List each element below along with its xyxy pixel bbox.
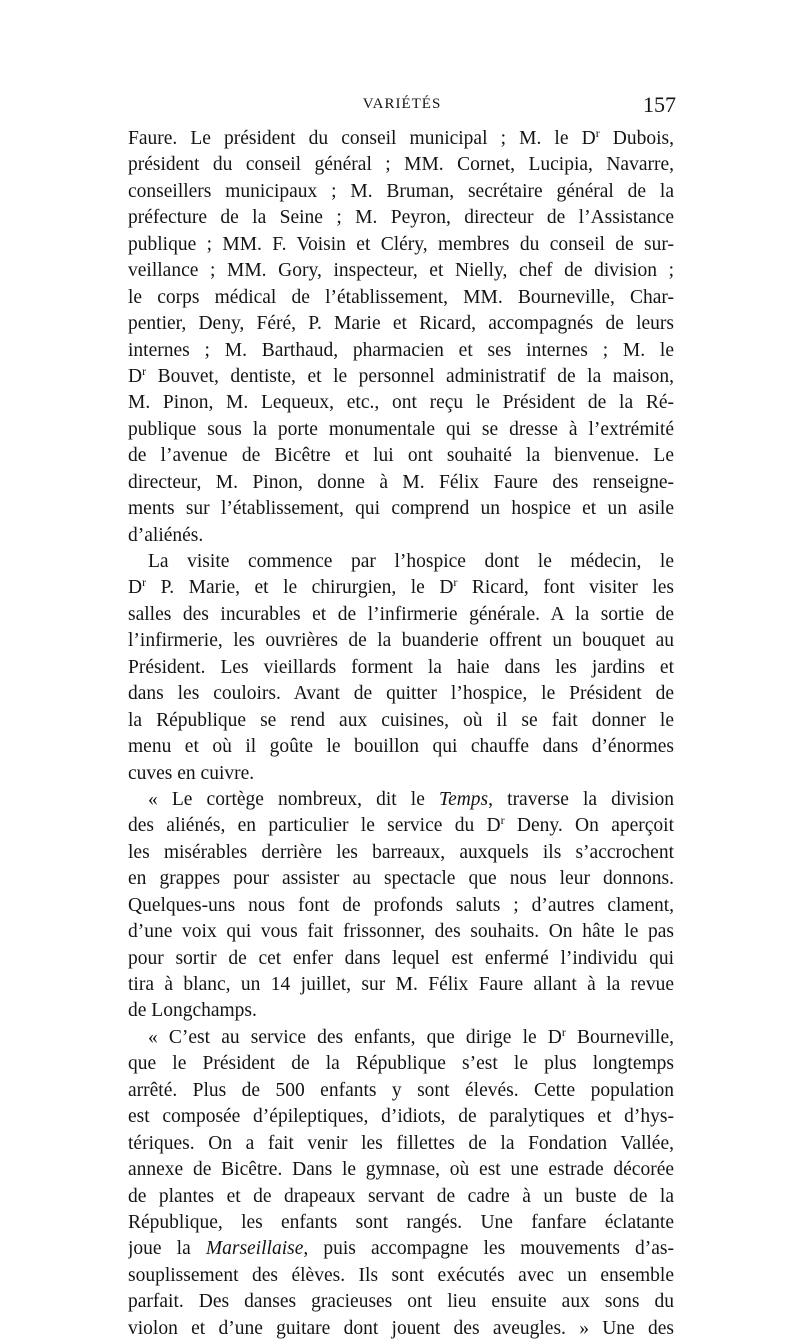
- text-line: de l’avenue de Bicêtre et lui ont souhaité la bienvenue. Le: [128, 445, 674, 467]
- text-line: l’infirmerie, les ouvrières de la buanderie offrent un bouquet au: [128, 630, 674, 652]
- text-line: M. Pinon, M. Lequeux, etc., ont reçu le Président de la Ré-: [128, 392, 674, 414]
- text-line: salles des incurables et de l’infirmerie générale. A la sortie de: [128, 603, 674, 625]
- text-line: que le Président de la République s’est le plus longtemps: [128, 1053, 674, 1075]
- text-line: d’aliénés.: [128, 524, 204, 546]
- text-line: annexe de Bicêtre. Dans le gymnase, où est une estrade décorée: [128, 1159, 674, 1181]
- text-line: Quelques-uns nous font de profonds saluts ; d’autres clament,: [128, 894, 674, 916]
- text-line: pour sortir de cet enfer dans lequel est enfermé l’individu qui: [128, 947, 674, 969]
- text-line: pentier, Deny, Féré, P. Marie et Ricard, accompagnés de leurs: [128, 313, 674, 335]
- text-line: Président. Les vieillards forment la haie dans les jardins et: [128, 656, 674, 678]
- running-head: [128, 92, 676, 122]
- text-line: « Le cortège nombreux, dit le Temps, traverse la division: [148, 788, 674, 810]
- text-line: dans les couloirs. Avant de quitter l’hospice, le Président de: [128, 683, 674, 705]
- running-head-title: VARIÉTÉS: [362, 96, 442, 112]
- text-line: internes ; M. Barthaud, pharmacien et ses internes ; M. le: [128, 339, 674, 361]
- text-line: joue la Marseillaise, puis accompagne les mouvements d’as-: [128, 1238, 674, 1260]
- text-line: $D^r$ P. Marie, et le chirurgien, le $D^r$ Ricard, font visiter les: [128, 575, 674, 599]
- text-line: souplissement des élèves. Ils sont exécutés avec un ensemble: [128, 1264, 674, 1286]
- text-line: cuves en cuivre.: [128, 762, 255, 784]
- text-line: président du conseil général ; MM. Cornet, Lucipia, Navarre,: [128, 154, 674, 176]
- text-line: des aliénés, en particulier le service du $D^r$ Deny. On aperçoit: [128, 813, 674, 837]
- text-line: tériques. On a fait venir les fillettes de la Fondation Vallée,: [128, 1132, 674, 1154]
- page-number: 157: [643, 92, 676, 117]
- text-line: violon et d’une guitare dont jouent des aveugles. » Une des: [128, 1317, 674, 1339]
- text-line: le corps médical de l’établissement, MM. Bourneville, Char-: [128, 286, 674, 308]
- text-line: publique sous la porte monumentale qui se dresse à l’extrémité: [128, 418, 674, 440]
- text-line: de Longchamps.: [128, 1000, 257, 1022]
- text-line: parfait. Des danses gracieuses ont lieu ensuite aux sons du: [128, 1291, 674, 1313]
- text-line: les misérables derrière les barreaux, auxquels ils s’accrochent: [128, 841, 674, 863]
- text-line: préfecture de la Seine ; M. Peyron, directeur de l’Assistance: [128, 207, 674, 229]
- text-line: tira à blanc, un 14 juillet, sur M. Félix Faure allant à la revue: [128, 974, 674, 995]
- text-line: la République se rend aux cuisines, où il se fait donner le: [128, 709, 674, 731]
- text-line: d’une voix qui vous fait frissonner, des souhaits. On hâte le pas: [128, 921, 674, 943]
- text-line: République, les enfants sont rangés. Une fanfare éclatante: [128, 1211, 674, 1233]
- text-line: de plantes et de drapeaux servant de cadre à un buste de la: [128, 1185, 674, 1207]
- text-line: menu et où il goûte le bouillon qui chauffe dans d’énormes: [128, 736, 674, 758]
- text-line: en grappes pour assister au spectacle que nous leur donnons.: [128, 868, 674, 890]
- text-line: conseillers municipaux ; M. Bruman, secrétaire général de la: [128, 180, 674, 202]
- text-line: veillance ; MM. Gory, inspecteur, et Nielly, chef de division ;: [128, 260, 674, 282]
- text-line: $D^r$ Bouvet, dentiste, et le personnel administratif de la maison,: [128, 363, 674, 387]
- text-line: publique ; MM. F. Voisin et Cléry, membres du conseil de sur-: [128, 233, 674, 255]
- text-line: ments sur l’établissement, qui comprend un hospice et un asile: [128, 498, 674, 520]
- text-line: est composée d’épileptiques, d’idiots, de paralytiques et d’hys-: [128, 1106, 674, 1128]
- text-line: arrêté. Plus de 500 enfants y sont élevés. Cette population: [128, 1079, 674, 1101]
- text-line: directeur, M. Pinon, donne à M. Félix Faure des renseigne-: [128, 471, 674, 493]
- text-line: « C’est au service des enfants, que dirige le $D^r$ Bourneville,: [148, 1024, 674, 1048]
- page-body-text: [128, 126, 674, 1342]
- text-line: La visite commence par l’hospice dont le médecin, le: [148, 551, 674, 572]
- text-line: Faure. Le président du conseil municipal ; M. le $D^r$ Dubois,: [128, 126, 674, 149]
